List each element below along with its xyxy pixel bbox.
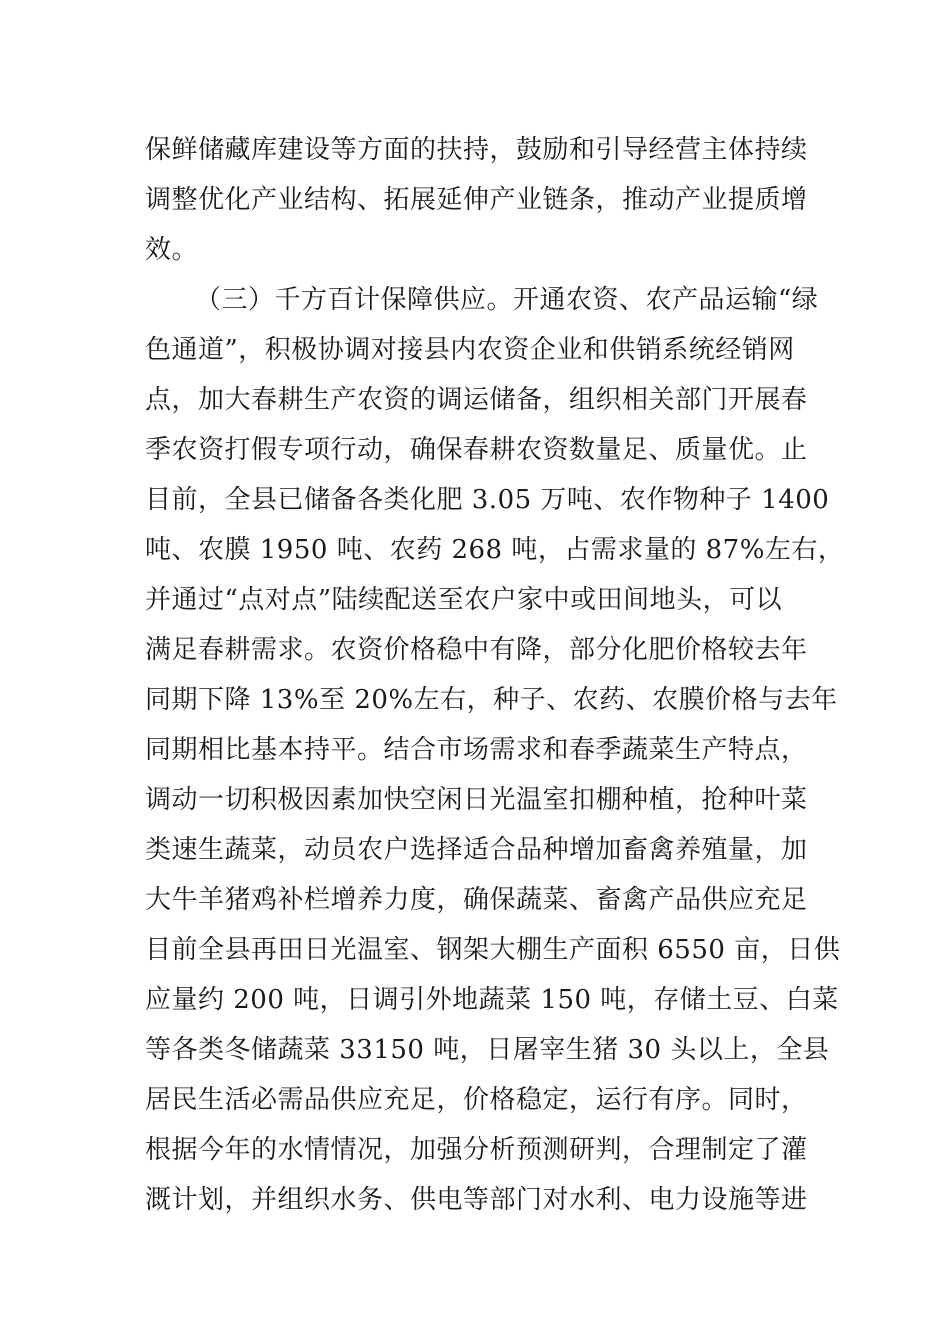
text-line: 目前全县再田日光温室、钢架大棚生产面积 6550 亩，日供 bbox=[145, 935, 841, 965]
text-line: 同期下降 13%至 20%左右，种子、农药、农膜价格与去年 bbox=[145, 685, 838, 715]
text-line: 溉计划，并组织水务、供电等部门对水利、电力设施等进 bbox=[145, 1185, 808, 1215]
text-line: 等各类冬储蔬菜 33150 吨，日屠宰生猪 30 头以上，全县 bbox=[145, 1035, 830, 1065]
text-line: 应量约 200 吨，日调引外地蔬菜 150 吨，存储土豆、白菜 bbox=[145, 985, 839, 1015]
text-line: 目前，全县已储备各类化肥 3.05 万吨、农作物种子 1400 bbox=[145, 485, 830, 515]
text-line: 保鲜储藏库建设等方面的扶持，鼓励和引导经营主体持续 bbox=[145, 135, 808, 165]
text-line: 居民生活必需品供应充足，价格稳定，运行有序。同时， bbox=[145, 1085, 808, 1115]
text-line: 调动一切积极因素加快空闲日光温室扣棚种植，抢种叶菜 bbox=[145, 785, 808, 815]
text-line: 效。 bbox=[145, 235, 199, 265]
text-line: 色通道”，积极协调对接县内农资企业和供销系统经销网 bbox=[145, 335, 795, 365]
text-line: 同期相比基本持平。结合市场需求和春季蔬菜生产特点， bbox=[145, 735, 808, 765]
text-line: 并通过“点对点”陆续配送至农户家中或田间地头，可以 bbox=[145, 585, 783, 615]
text-line: 根据今年的水情情况，加强分析预测研判，合理制定了灌 bbox=[145, 1135, 808, 1165]
text-line: 类速生蔬菜，动员农户选择适合品种增加畜禽养殖量，加 bbox=[145, 835, 808, 865]
text-line: 满足春耕需求。农资价格稳中有降，部分化肥价格较去年 bbox=[145, 635, 808, 665]
text-line: 大牛羊猪鸡补栏增养力度，确保蔬菜、畜禽产品供应充足 bbox=[145, 885, 808, 915]
text-line: 调整优化产业结构、拓展延伸产业链条，推动产业提质增 bbox=[145, 185, 808, 215]
text-line: 季农资打假专项行动，确保春耕农资数量足、质量优。止 bbox=[145, 435, 808, 465]
text-line: 点，加大春耕生产农资的调运储备，组织相关部门开展春 bbox=[145, 385, 808, 415]
text-line: 吨、农膜 1950 吨、农药 268 吨，占需求量的 87%左右， bbox=[145, 535, 845, 565]
section-heading-line: （三）千方百计保障供应。开通农资、农产品运输“绿 bbox=[195, 285, 819, 315]
